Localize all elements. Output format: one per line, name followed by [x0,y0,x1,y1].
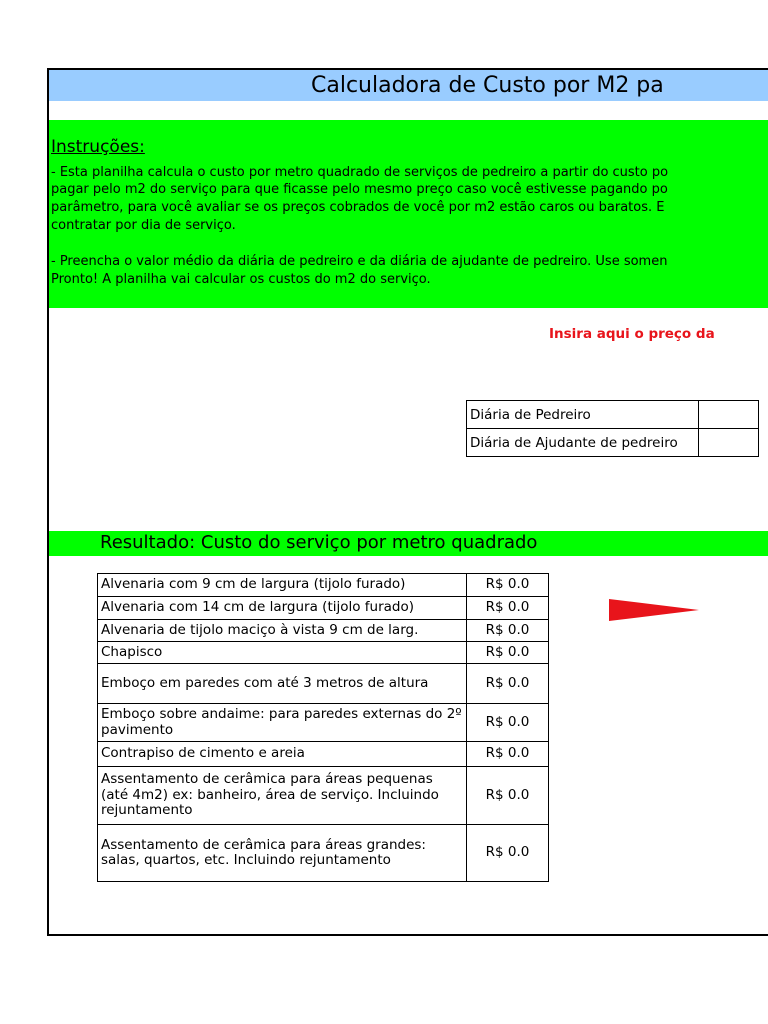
instructions-line: pagar pelo m2 do serviço para que ficasse pelo mesmo preço caso você estivesse pagando po [51,182,668,197]
table-row [98,574,549,597]
cost-cell: R$ 0.0 [467,704,549,742]
page-title: Calculadora de Custo por M2 pa [311,73,664,98]
service-cell: Emboço sobre andaime: para paredes externas do 2º pavimento [98,704,467,742]
service-cell: Alvenaria com 9 cm de largura (tijolo furado) [98,574,467,597]
title-bar [49,70,768,101]
cost-cell: R$ 0.0 [467,620,549,642]
cost-cell: R$ 0.0 [467,825,549,882]
cost-table [97,573,549,882]
spreadsheet-sheet [47,68,768,936]
table-row [98,620,549,642]
instructions-box [49,120,768,308]
red-arrow-icon [607,597,701,623]
result-title: Resultado: Custo do serviço por metro quadrado [100,532,538,553]
table-row [98,664,549,704]
instructions-line: parâmetro, para você avaliar se os preços cobrados de você por m2 estão caros ou baratos. E [51,200,665,215]
cost-cell: R$ 0.0 [467,642,549,664]
service-cell: Assentamento de cerâmica para áreas pequenas (até 4m2) ex: banheiro, área de serviço. Incluindo rejuntamento [98,767,467,825]
table-row [98,825,549,882]
input-prompt: Insira aqui o preço da [549,326,715,342]
service-cell: Alvenaria de tijolo maciço à vista 9 cm de larg. [98,620,467,642]
table-row [98,767,549,825]
cost-cell: R$ 0.0 [467,767,549,825]
cost-cell: R$ 0.0 [467,597,549,620]
daily-rate-input[interactable] [699,401,759,429]
instructions-heading: Instruções: [51,137,145,157]
table-row [98,642,549,664]
table-row [98,597,549,620]
service-cell: Chapisco [98,642,467,664]
table-row [98,704,549,742]
instructions-line: - Esta planilha calcula o custo por metro quadrado de serviços de pedreiro a partir do custo po [51,165,669,180]
daily-rate-row [467,429,759,457]
instructions-line: - Preencha o valor médio da diária de pedreiro e da diária de ajudante de pedreiro. Use somen [51,254,668,269]
daily-rate-input[interactable] [699,429,759,457]
daily-rate-label: Diária de Ajudante de pedreiro [467,429,699,457]
daily-rate-label: Diária de Pedreiro [467,401,699,429]
service-cell: Assentamento de cerâmica para áreas grandes: salas, quartos, etc. Incluindo rejuntamento [98,825,467,882]
daily-rate-row [467,401,759,429]
table-row [98,742,549,767]
instructions-line: contratar por dia de serviço. [51,218,236,233]
cost-cell: R$ 0.0 [467,742,549,767]
result-header [49,531,768,556]
instructions-line: Pronto! A planilha vai calcular os custos do m2 do serviço. [51,272,431,287]
service-cell: Contrapiso de cimento e areia [98,742,467,767]
service-cell: Alvenaria com 14 cm de largura (tijolo furado) [98,597,467,620]
cost-cell: R$ 0.0 [467,664,549,704]
daily-rate-table [466,400,759,457]
service-cell: Emboço em paredes com até 3 metros de altura [98,664,467,704]
cost-cell: R$ 0.0 [467,574,549,597]
